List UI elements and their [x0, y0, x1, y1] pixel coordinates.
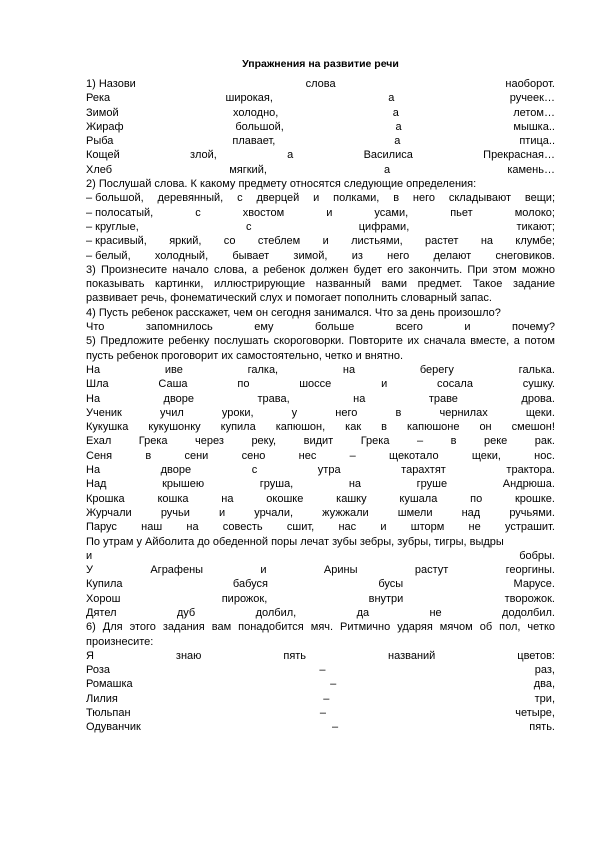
word: шоссе	[299, 378, 332, 391]
word: устрашит.	[504, 521, 555, 534]
word: усами,	[374, 206, 409, 219]
text-line	[86, 77, 555, 91]
word: Хорош	[86, 592, 121, 605]
word: всего	[395, 321, 423, 334]
word: он	[479, 421, 492, 434]
word: на	[342, 363, 356, 376]
word: молоко;	[514, 206, 555, 219]
word: клумбе;	[515, 235, 555, 248]
word: Кукушка	[86, 421, 129, 434]
text-line	[86, 220, 555, 234]
word: на	[221, 492, 234, 505]
word: с	[246, 220, 252, 233]
word: На	[86, 392, 101, 405]
word: и	[322, 235, 329, 248]
text-line	[86, 249, 555, 263]
word: наш	[141, 521, 163, 534]
word: кукушонку	[148, 421, 201, 434]
word: Над	[86, 478, 107, 491]
word: наоборот.	[505, 78, 555, 90]
word: холодно,	[233, 106, 279, 119]
text-line	[86, 120, 555, 134]
word: У	[86, 564, 93, 577]
text-line	[86, 477, 555, 491]
word: сушку.	[522, 378, 555, 391]
word: цифрами,	[358, 220, 410, 233]
word: – красивый,	[86, 235, 147, 248]
word: на	[348, 478, 362, 491]
word: капюшон,	[275, 421, 326, 434]
exercise-3-paragraph: 3) Произнесите начало слова, а ребенок должен будет его закончить. При этом можно показывать картинки, иллюстрирующие названный вами предмет. Такое задание развивает речь, фонематический слух и помогает пополнить словарный запас.	[86, 263, 555, 305]
word: злой,	[190, 149, 217, 162]
word: щеки,	[471, 449, 501, 462]
word: пять.	[529, 721, 555, 734]
word: бобры.	[519, 549, 555, 562]
word: и	[381, 378, 388, 391]
word: по	[470, 492, 483, 505]
word: из	[351, 249, 363, 262]
text-line	[86, 449, 555, 463]
text-line	[86, 577, 555, 591]
document-page	[86, 55, 555, 735]
word: с	[195, 206, 201, 219]
word: творожок.	[504, 592, 555, 605]
exercise-5-intro: 5) Предложите ребенку послушать скороговорки. Повторите их сначала вместе, а потом пусть ребенок проговорит их самостоятельно, четко и внятно.	[86, 335, 555, 362]
word: деревянный,	[157, 192, 224, 205]
word: Андрюша.	[502, 478, 555, 491]
word: него	[412, 192, 435, 205]
text-line	[86, 363, 555, 377]
word: На	[86, 464, 101, 477]
word: кашку	[336, 492, 367, 505]
exercise-4-question: 4) Пусть ребенок расскажет, чем он сегодня занимался. Что за день произошло?	[86, 306, 501, 319]
word: кушала	[399, 492, 438, 505]
word: купила	[220, 421, 256, 434]
word: полками,	[333, 192, 380, 205]
word: птица..	[519, 135, 555, 148]
word: на	[353, 392, 366, 405]
word: кошка	[157, 492, 189, 505]
word: груша,	[259, 478, 294, 491]
word: берегу	[419, 363, 454, 376]
word: пирожок,	[221, 592, 268, 605]
word: а	[394, 135, 401, 148]
word: Аграфены	[150, 564, 204, 577]
word: Река	[86, 92, 111, 105]
text-line	[86, 434, 555, 448]
text-line	[86, 234, 555, 248]
word: щекотало	[389, 449, 439, 462]
word: растут	[414, 564, 449, 577]
word: Грека	[138, 435, 168, 448]
word: –	[349, 449, 356, 462]
word: не	[429, 606, 442, 619]
word: Лилия	[86, 692, 118, 705]
word: и	[326, 206, 333, 219]
text-line	[86, 163, 555, 177]
word: ручеек…	[509, 92, 555, 105]
word: видит	[303, 435, 334, 448]
word: через	[195, 435, 224, 448]
word: Грека	[360, 435, 390, 448]
word: сшит,	[286, 521, 315, 534]
word: а	[287, 149, 294, 162]
word: –	[416, 435, 424, 448]
word: долбил,	[255, 606, 297, 619]
word: Прекрасная…	[483, 149, 555, 162]
word: георгины.	[505, 564, 555, 577]
word: четыре,	[515, 707, 555, 720]
word: а	[395, 120, 402, 133]
word: нас	[338, 521, 357, 534]
text-line	[86, 506, 555, 520]
text-line	[86, 706, 555, 720]
word: два,	[533, 678, 555, 691]
word: и	[464, 321, 471, 334]
word: в	[450, 435, 457, 448]
text-line	[86, 106, 555, 120]
word: уроки,	[221, 406, 254, 419]
word: растет	[425, 235, 459, 248]
word: сено	[241, 449, 266, 462]
word: смешон!	[511, 421, 555, 434]
word: – большой,	[86, 192, 144, 205]
word: тарахтят	[401, 464, 446, 477]
word: с	[237, 192, 243, 205]
word: складывают	[448, 192, 512, 205]
word: пять	[283, 649, 307, 662]
word: него	[387, 249, 410, 262]
word: крышею	[162, 478, 205, 491]
exercise-2-lines	[86, 191, 555, 262]
exercise-6-flower-count	[86, 649, 555, 735]
word: не	[468, 521, 481, 534]
word: него	[335, 406, 358, 419]
word: сени	[184, 449, 209, 462]
word: жужжали	[322, 506, 369, 519]
text-line	[86, 606, 555, 620]
word: – круглые,	[86, 220, 139, 233]
text-line	[86, 377, 555, 391]
word: в	[393, 192, 400, 205]
word: широкая,	[225, 92, 273, 105]
word: холодный,	[154, 249, 209, 262]
word: груше	[416, 478, 448, 491]
word: в	[145, 449, 152, 462]
word: с	[251, 464, 258, 477]
word: летом…	[513, 106, 555, 119]
exercise-4-line-2	[86, 320, 555, 334]
text-line	[86, 463, 555, 477]
word: зимой,	[293, 249, 328, 262]
word: Дятел	[86, 606, 117, 619]
word: мышка..	[513, 120, 555, 133]
word: Кощей	[86, 149, 120, 162]
word: делают	[433, 249, 472, 262]
word: Парус	[86, 521, 117, 534]
word: в	[381, 421, 387, 434]
exercise-5-tongue-twisters-2	[86, 563, 555, 620]
word: мягкий,	[229, 163, 267, 176]
word: крошке.	[514, 492, 555, 505]
word: Журчали	[86, 506, 132, 519]
word: капюшоне	[406, 421, 460, 434]
word: – белый,	[86, 249, 131, 262]
word: а	[388, 92, 395, 105]
word: запомнилось	[145, 321, 213, 334]
word: галька.	[518, 363, 555, 376]
text-line	[86, 663, 555, 677]
word: Арины	[323, 564, 358, 577]
word: –	[319, 707, 326, 720]
word: дуб	[176, 606, 196, 619]
word: на	[186, 521, 199, 534]
word: траве	[428, 392, 458, 405]
word: плавает,	[232, 135, 276, 148]
word: камень…	[507, 163, 555, 176]
text-line	[86, 191, 555, 205]
word: галка,	[247, 363, 279, 376]
word: со	[223, 235, 236, 248]
exercise-5-tongue-twisters	[86, 363, 555, 535]
word: –	[319, 664, 326, 677]
word: и	[260, 564, 267, 577]
text-line	[86, 592, 555, 606]
word: додолбил.	[502, 606, 555, 619]
word: и	[380, 521, 387, 534]
word: дворе	[160, 464, 192, 477]
text-line	[86, 563, 555, 577]
word: бусы	[378, 578, 404, 591]
text-line	[86, 492, 555, 506]
word: раз,	[534, 664, 555, 677]
text-line	[86, 649, 555, 663]
word: Сеня	[86, 449, 113, 462]
text-line	[86, 206, 555, 220]
word: – полосатый,	[86, 206, 154, 219]
word: совесть	[222, 521, 263, 534]
word: Крошка	[86, 492, 125, 505]
word: Ромашка	[86, 678, 133, 691]
word: утра	[317, 464, 341, 477]
word: слова	[305, 78, 336, 90]
text-line	[86, 406, 555, 420]
word: трактора.	[506, 464, 555, 477]
word: три,	[534, 692, 555, 705]
word: Что	[86, 321, 105, 334]
document-title: Упражнения на развитие речи	[242, 58, 399, 70]
word: Ехал	[86, 435, 112, 448]
text-line	[86, 520, 555, 534]
word: шторм	[410, 521, 445, 534]
word: урчали,	[254, 506, 294, 519]
word: чернилах	[439, 406, 488, 419]
exercise-6-intro: 6) Для этого задания вам понадобится мяч. Ритмично ударяя мячом об пол, четко произнесите:	[86, 621, 555, 648]
word: учил	[160, 406, 184, 419]
word: пьет	[450, 206, 473, 219]
word: Я	[86, 649, 94, 662]
word: почему?	[512, 321, 555, 334]
word: у	[291, 406, 298, 419]
word: Рыба	[86, 135, 114, 148]
word: реку,	[251, 435, 277, 448]
word: а	[384, 163, 391, 176]
word: сосала	[437, 378, 473, 391]
word: нос.	[534, 449, 555, 462]
text-line	[86, 134, 555, 148]
text-line	[86, 692, 555, 706]
text-line	[86, 677, 555, 691]
word: шмели	[397, 506, 433, 519]
word: а	[392, 106, 399, 119]
word: в	[395, 406, 402, 419]
word: щеки.	[525, 406, 555, 419]
word: Марусе.	[513, 578, 555, 591]
word: ему	[254, 321, 274, 334]
word: названий	[388, 649, 436, 662]
word: ручьи	[160, 506, 190, 519]
word: больше	[314, 321, 355, 334]
word: Жираф	[86, 120, 124, 133]
word: иве	[164, 363, 183, 376]
text-line	[86, 549, 555, 563]
word: да	[356, 606, 370, 619]
exercise-2-intro: 2) Послушай слова. К какому предмету относятся следующие определения:	[86, 178, 477, 191]
word: большой,	[235, 120, 284, 133]
word: листьями,	[351, 235, 403, 248]
text-line	[86, 420, 555, 434]
text-line	[86, 320, 555, 334]
word: окошке	[266, 492, 304, 505]
word: Зимой	[86, 106, 119, 119]
text-line	[86, 91, 555, 105]
word: –	[331, 721, 339, 734]
exercise-1-lines	[86, 77, 555, 177]
word: и	[86, 549, 93, 562]
word: Тюльпан	[86, 707, 131, 720]
word: хвостом	[242, 206, 285, 219]
word: цветов:	[517, 649, 555, 662]
text-line	[86, 720, 555, 734]
word: бывает	[232, 249, 270, 262]
word: дверцей	[256, 192, 300, 205]
word: знаю	[175, 649, 202, 662]
word: на	[480, 235, 494, 248]
word: –	[330, 678, 337, 691]
word: нес	[298, 449, 317, 462]
word: Ученик	[86, 406, 122, 419]
word: –	[323, 692, 330, 705]
word: снеговиков.	[495, 249, 555, 262]
word: Купила	[86, 578, 123, 591]
word: и	[313, 192, 320, 205]
word: по	[237, 378, 250, 391]
word: рак.	[534, 435, 555, 448]
word: вещи;	[524, 192, 555, 205]
word: трава,	[257, 392, 290, 405]
word: Василиса	[363, 149, 413, 162]
word: тикают;	[516, 220, 555, 233]
exercise-5-aibolit-end	[86, 549, 555, 563]
word: Одуванчик	[86, 721, 141, 734]
word: дворе	[163, 392, 195, 405]
word: Саша	[158, 378, 188, 391]
exercise-5-aibolit-line: По утрам у Айболита до обеденной поры лечат зубы зебры, зубры, тигры, выдры	[86, 535, 504, 548]
text-line	[86, 148, 555, 162]
word: дрова.	[521, 392, 555, 405]
word: Шла	[86, 378, 109, 391]
word: ручьями.	[509, 506, 555, 519]
word: яркий,	[169, 235, 202, 248]
word: На	[86, 363, 101, 376]
word: над	[461, 506, 481, 519]
word: бабуся	[232, 578, 268, 591]
word: Роза	[86, 664, 111, 677]
word: стеблем	[257, 235, 301, 248]
text-line	[86, 392, 555, 406]
word: реке	[483, 435, 508, 448]
word: как	[345, 421, 362, 434]
word: внутри	[368, 592, 404, 605]
word: и	[219, 506, 226, 519]
word: Хлеб	[86, 163, 113, 176]
word: 1) Назови	[86, 78, 136, 90]
